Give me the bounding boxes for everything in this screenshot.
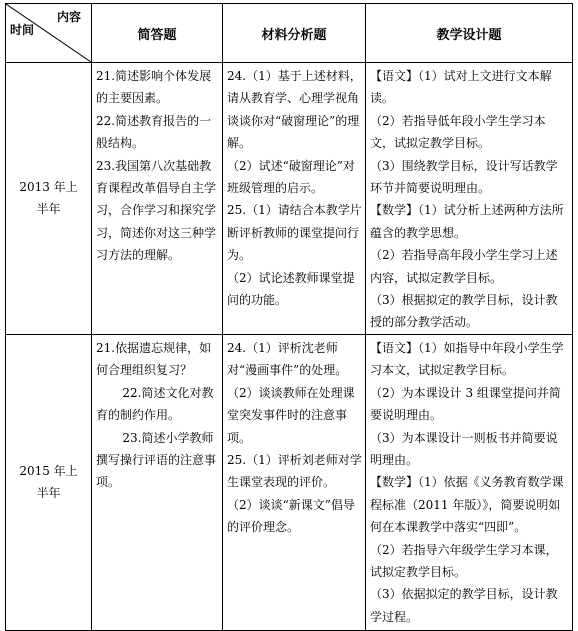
question-item: （3）围绕教学目标，设计写话教学环节并简要说明理由。 bbox=[370, 158, 558, 196]
short-answer-cell bbox=[92, 334, 223, 630]
question-item: 24.（1）基于上述材料，请从教育学、心理学视角谈谈你对“破窗理论”的理解。 bbox=[227, 69, 362, 151]
question-item: （3）根据拟定的教学目标，设计教授的部分教学活动。 bbox=[370, 293, 558, 330]
header-row bbox=[6, 4, 573, 63]
table-row-2015 bbox=[6, 334, 573, 630]
material-analysis-cell bbox=[223, 334, 366, 630]
question-item: 【数学】（1）依据《义务教育数学课程标准（2011 年版）》，简要说明如何在本课教学中落实“四即”。 bbox=[370, 475, 564, 535]
period-line: 半年 bbox=[36, 202, 61, 217]
question-item: （2）谈谈教师在处理课堂突发事件时的注意事项。 bbox=[227, 385, 355, 445]
question-item: 21.简述影响个体发展的主要因素。 bbox=[96, 69, 212, 106]
question-item: 22.简述教育报告的一般结构。 bbox=[96, 113, 212, 151]
period-cell bbox=[6, 334, 92, 630]
teaching-design-cell bbox=[366, 334, 573, 630]
teaching-design-cell bbox=[366, 63, 573, 335]
question-item: 23.我国第八次基础教育课程改革倡导自主学习，合作学习和探究学习，简述你对这三种学习方法的理解。 bbox=[96, 158, 217, 263]
question-item: （2）若指导六年级学生学习本课，试拟定教学目标。 bbox=[370, 542, 558, 579]
question-item: （3）为本课设计一则板书并简要说明理由。 bbox=[370, 430, 558, 467]
question-item: （2）若指导低年段小学生学习本文，试拟定教学目标。 bbox=[370, 113, 546, 151]
question-item: （2）为本课设计 3 组课堂提问并简要说明理由。 bbox=[370, 385, 561, 423]
question-item: 25.（1）请结合本教学片断评析教师的课堂提问行为。 bbox=[227, 203, 362, 263]
period-line: 半年 bbox=[36, 486, 61, 501]
question-item: 25.（1）评析刘老师对学生课堂表现的评价。 bbox=[227, 452, 362, 490]
question-item: （2）试述“破窗理论”对班级管理的启示。 bbox=[227, 158, 355, 196]
corner-time-label: 时间 bbox=[10, 23, 35, 37]
short-answer-cell bbox=[92, 63, 223, 335]
material-analysis-cell bbox=[223, 63, 366, 335]
question-item: （2）若指导高年段小学生学习上述内容，试拟定教学目标。 bbox=[370, 248, 558, 285]
question-item: 23.简述小学教师撰写操行评语的注意事项。 bbox=[96, 430, 217, 490]
corner-content-label: 内容 bbox=[56, 10, 81, 24]
column-header-teaching-design: 教学设计题 bbox=[366, 4, 573, 63]
column-header-material-analysis: 材料分析题 bbox=[223, 4, 366, 63]
question-item: 22.简述文化对教育的制约作用。 bbox=[96, 385, 214, 423]
period-cell bbox=[6, 63, 92, 335]
question-item: （2）谈谈“新课文”倡导的评价理念。 bbox=[227, 497, 355, 535]
exam-topics-table bbox=[5, 3, 573, 631]
table-row-2013 bbox=[6, 63, 573, 335]
question-item: （3）依据拟定的教学目标，设计教学过程。 bbox=[370, 587, 558, 624]
question-item: 21.依据遗忘规律，如何合理组织复习？ bbox=[96, 340, 212, 378]
question-item: （2）试论述教师课堂提问的功能。 bbox=[227, 270, 355, 308]
column-header-short-answer: 简答题 bbox=[92, 4, 223, 63]
question-item: 24.（1）评析沈老师对“漫画事件”的处理。 bbox=[227, 340, 348, 378]
corner-header-cell bbox=[6, 4, 92, 63]
question-item: 【数学】（1）试分析上述两种方法所蕴含的教学思想。 bbox=[370, 203, 564, 240]
question-item: 【语文】（1）试对上文进行文本解读。 bbox=[370, 69, 552, 106]
period-line: 2015 年上 bbox=[19, 464, 78, 479]
period-line: 2013 年上 bbox=[19, 180, 78, 195]
question-item: 【语文】（1）如指导中年段小学生学习本文，试拟定教学目标。 bbox=[370, 340, 564, 378]
